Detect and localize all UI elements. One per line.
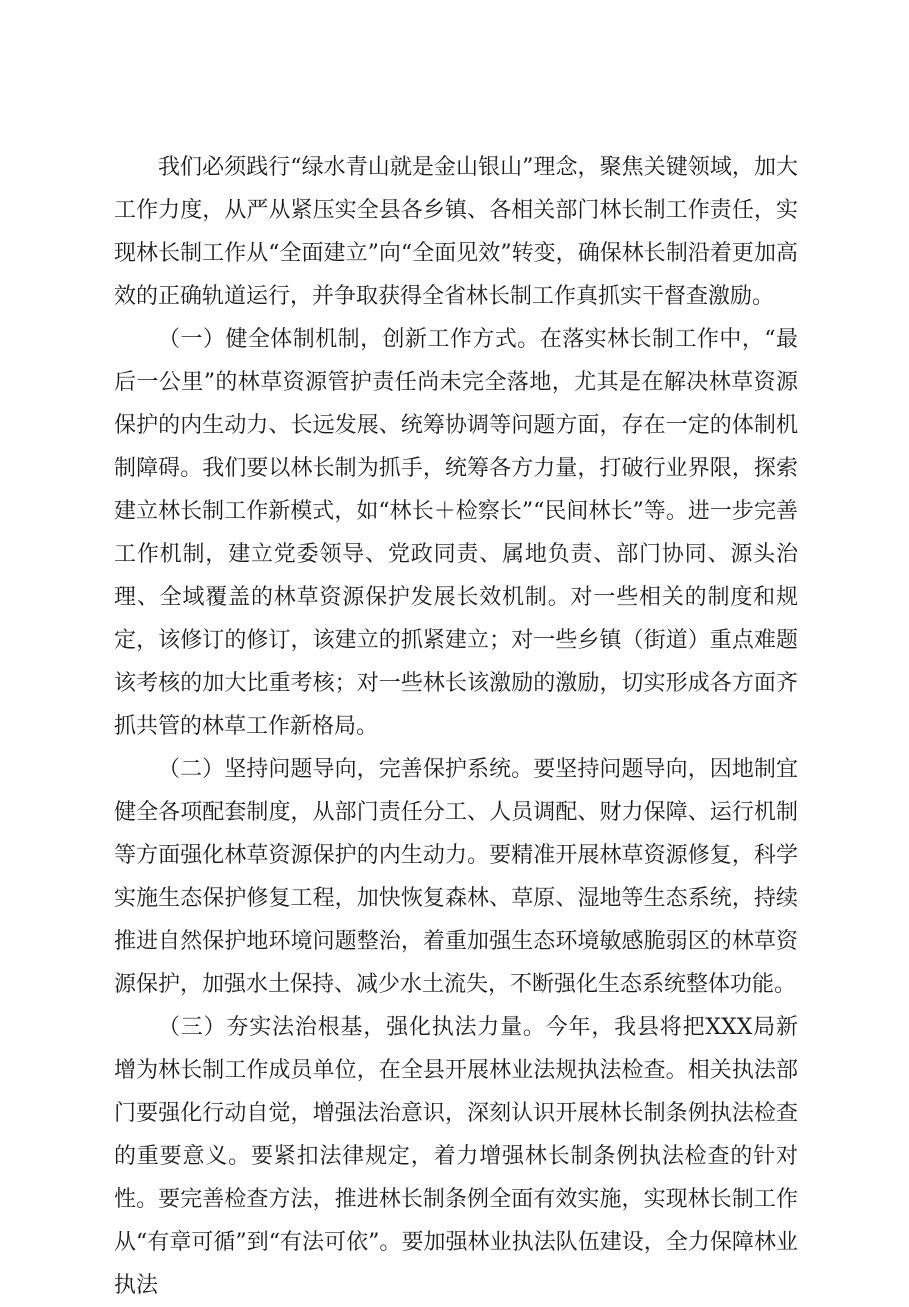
document-body	[114, 146, 798, 1307]
intro-paragraph: 我们必须践行“绿水青山就是金山银山”理念，聚焦关键领域，加大工作力度，从严从紧压实全县各乡镇、各相关部门林长制工作责任，实现林长制工作从“全面建立”向“全面见效”转变，确保林长制沿着更加高效的正确轨道运行，并争取获得全省林长制工作真抓实干督查激励。	[114, 155, 798, 309]
section-3-paragraph: （三）夯实法治根基，强化执法力量。今年，我县将把XXX局新增为林长制工作成员单位，在全县开展林业法规执法检查。相关执法部门要强化行动自觉，增强法治意识，深刻认识开展林长制条例执法检查的重要意义。要紧扣法律规定，着力增强林长制条例执法检查的针对性。要完善检查方法，推进林长制条例全面有效实施，实现林长制工作从“有章可循”到“有法可依”。要加强林业执法队伍建设，全力保障林业执法	[114, 1015, 798, 1298]
section-2-paragraph: （二）坚持问题导向，完善保护系统。要坚持问题导向，因地制宜健全各项配套制度，从部门责任分工、人员调配、财力保障、运行机制等方面强化林草资源保护的内生动力。要精准开展林草资源修复，科学实施生态保护修复工程，加快恢复森林、草原、湿地等生态系统，持续推进自然保护地环境问题整治，着重加强生态环境敏感脆弱区的林草资源保护，加强水土保持、减少水土流失，不断强化生态系统整体功能。	[114, 757, 798, 997]
section-1-paragraph: （一）健全体制机制，创新工作方式。在落实林长制工作中，“最后一公里”的林草资源管护责任尚未完全落地，尤其是在解决林草资源保护的内生动力、长远发展、统筹协调等问题方面，存在一定的体制机制障碍。我们要以林长制为抓手，统筹各方力量，打破行业界限，探索建立林长制工作新模式，如“林长＋检察长”“民间林长”等。进一步完善工作机制，建立党委领导、党政同责、属地负责、部门协同、源头治理、全域覆盖的林草资源保护发展长效机制。对一些相关的制度和规定，该修订的修订，该建立的抓紧建立；对一些乡镇（街道）重点难题该考核的加大比重考核；对一些林长该激励的激励，切实形成各方面齐抓共管的林草工作新格局。	[114, 327, 798, 739]
